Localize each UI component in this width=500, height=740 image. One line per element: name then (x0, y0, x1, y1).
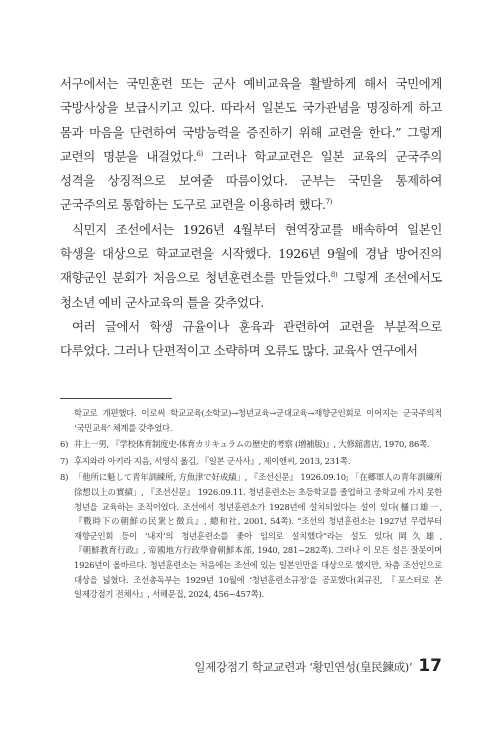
running-title: 일제강점기 학교교련과 ‘황민연성(皇民鍊成)’ (194, 660, 413, 674)
paragraph-2: 식민지 조선에서는 1926년 4월부터 현역장교를 배속하여 일본인 학생을 대상으로 학교교련을 시작했다. 1926년 9월에 경남 방어진의 재향군인 분회가 처음으로 청년훈련소를 만들었다.$^{8)}$ 그렇게 조선에서도 청소년 예비 군사교육의 틀을 갖추었다. (60, 221, 443, 310)
footnote-ref-8[interactable]: 8) (330, 271, 338, 280)
paragraph-1: 서구에서는 국민훈련 또는 군사 예비교육을 활발하게 해서 국민에게 국방사상을 보급시키고 있다. 따라서 일본도 국가관념을 명징하게 하고 몸과 마음을 단련하여 국방능력을 증진하기 위해 교련을 한다.” 그렇게 교련의 명분을 내걸었다.$^{6)}$ 그러나 학교교련은 일본 교육의 군국주의 성격을 상징적으로 보여줄 따름이었다. 군부는 국민을 통제하여 군국주의로 통합하는 도구로 교련을 이용하려 했다.$^{7)}$ (60, 76, 442, 213)
footnote-ref-6[interactable]: 6) (196, 149, 203, 158)
footnote-divider (60, 398, 172, 399)
footnote-continuation: 학교로 개편했다. 이로써 학교교육(소학교)→청년교육→군대교육→재향군인회로 이어지는 군국주의적 ‘국민교육’ 체계를 갖추었다. (74, 408, 442, 433)
footnote-7: 7) 후지와라 아키라 지음, 서영식 옮김, 『일본 군사사』, 제이앤씨, 2013, 231쪽. (60, 455, 351, 466)
footnote-ref-7[interactable]: 7) (325, 198, 333, 207)
page-number: 17 (418, 656, 442, 676)
page-footer (194, 656, 442, 676)
footnote-8: 8) 「他所に魁して青年訓練所, 方魚津で好成績」, 『조선신문』 1926.09.10; 「在郷軍人の青年訓練所 徐想以上の實績」, 『조선신문』 1926.09.11. 청년훈련소는 초등학교를 졸업하고 중학교에 가지 못한 청년을 교육하는 조직이었다. 조선에서 청년훈련소가 1928년에 설치되었다는 설이 있다(樋口雄一, 『戰時下の朝鮮の民衆と徴兵』, 總和社, 2001, 54쪽). “조선의 청년훈련소는 1927년 무렵부터 재향군인회 등이 ‘내지’의 청년훈련소를 좇아 임의로 설치했다”라는 설도 있다(岡久雄, 『朝鮮教育行政』, 帝國地方行政學會朝鮮本部, 1940, 281~282쪽). 그러나 이 모든 설은 잘못이며 1926년이 올바르다. 청년훈련소는 처음에는 조선에 있는 일본인만을 대상으로 했지만, 차츰 조선인으로 대상을 넓혔다. 조선총독부는 1929년 10월에 ‘청년훈련소규정’을 공포했다(최규진, 『포스터로 본 일제강점기 전체사』, 서해문집, 2024, 456~457쪽). (60, 472, 442, 600)
paragraph-3: 여러 글에서 학생 규율이나 훈육과 관련하여 교련을 부분적으로 다루었다. 그러나 단편적이고 소략하며 오류도 많다. 교육사 연구에서 (60, 318, 442, 359)
body-text (60, 72, 442, 364)
footnotes (60, 406, 442, 604)
footnote-6: 6) 井上一男, 『学校体育制度史-体育カリキュラムの歴史的考察 (増補版)』, 大修舘書店, 1970, 86쪽. (60, 439, 430, 450)
